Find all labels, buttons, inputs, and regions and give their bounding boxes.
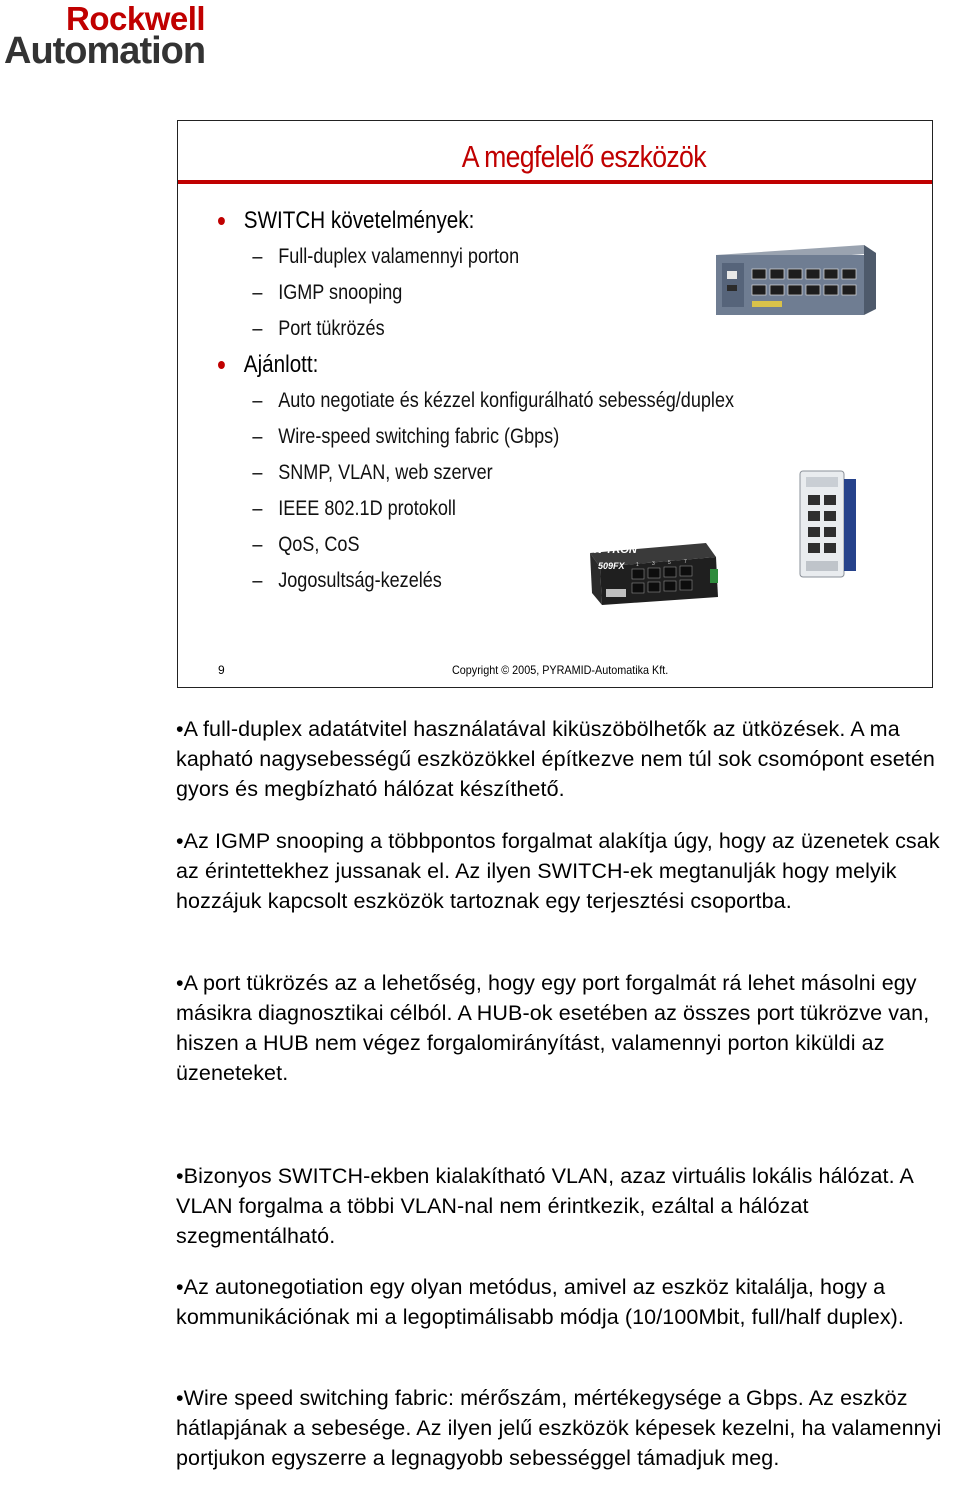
slide-copyright: Copyright © 2005, PYRAMID-Automatika Kft. [452, 663, 669, 677]
bullet-sub: – SNMP, VLAN, web szerver [252, 461, 493, 484]
device-model-label: 509FX [598, 561, 625, 571]
rack-switch-image [714, 241, 884, 321]
body-paragraph: •Az IGMP snooping a többpontos forgalmat alakítja úgy, hogy az üzenetek csak az érintettekhez jussanak el. Az ilyen SWITCH-ek megtanulják hogy melyik hozzájuk kapcsolt eszközök tartoznak egy terjesztési csoportba. [176, 829, 940, 913]
body-paragraph: •Az autonegotiation egy olyan metódus, amivel az eszköz kitalálja, hogy a kommunikációnak mi a legoptimálisabb módja (10/100Mbit, full/half duplex). [176, 1275, 905, 1329]
bullet-sub: – IEEE 802.1D protokoll [252, 497, 456, 520]
bullet-main: Ajánlott: [218, 347, 734, 383]
slide-title: A megfelelő eszközök [461, 139, 706, 174]
bullet-sub: – IGMP snooping [252, 281, 403, 304]
bullet-sub: – Jogosultság-kezelés [252, 569, 442, 592]
title-underline [178, 180, 932, 184]
bullet-dot-icon [218, 217, 225, 225]
logo-line2: Automation [4, 30, 206, 72]
device-port-number: 3 [652, 561, 655, 567]
bullet-dot-icon [218, 361, 225, 369]
device-port-number: 1 [636, 562, 639, 568]
company-logo [4, 2, 205, 70]
bullet-sub: – Auto negotiate és kézzel konfigurálható sebesség/duplex [252, 389, 735, 412]
body-paragraph: •A port tükrözés az a lehetőség, hogy egy port forgalmát rá lehet másolni egy másikra diagnosztikai célból. A HUB-ok esetében az összes port tükrözve van, hiszen a HUB nem végez forgalomirányítást, valamennyi porton kiküldi az üzeneteket. [176, 971, 930, 1085]
bullet-sub: – Wire-speed switching fabric (Gbps) [252, 425, 560, 448]
bullet-main: SWITCH követelmények: [218, 203, 734, 239]
ntron-509fx-switch-image [588, 539, 728, 609]
bullet-sub: – Full-duplex valamennyi porton [252, 245, 520, 268]
device-port-number: 5 [668, 560, 671, 566]
bullet-sub: – Port tükrözés [252, 317, 385, 340]
device-port-number: 7 [684, 559, 687, 565]
din-rail-switch-image [796, 469, 860, 581]
device-brand-label: N-TRON [594, 544, 637, 556]
logo-line1: Rockwell [66, 0, 206, 37]
body-paragraph: •Wire speed switching fabric: mérőszám, mértékegysége a Gbps. Az eszköz hátlapjának a sebesége. Az ilyen jelű eszközök képesek kezelni, ha valamennyi portjukon egyszerre a legnagyobb sebességgel támadjuk meg. [176, 1386, 942, 1470]
slide-page-number: 9 [218, 663, 225, 677]
embedded-slide [177, 120, 933, 688]
body-paragraph: •A full-duplex adatátvitel használatával kiküszöbölhetők az ütközések. A ma kapható nagysebességű eszközökkel építkezve nem túl sok csomópont esetén gyors és megbízható hálózat készíthető. [176, 717, 935, 801]
body-paragraph: •Bizonyos SWITCH-ekben kialakítható VLAN, azaz virtuális lokális hálózat. A VLAN forgalma a többi VLAN-nal nem érintkezik, ezáltal a hálózat szegmentálható. [176, 1164, 913, 1248]
bullet-sub: – QoS, CoS [252, 533, 360, 556]
